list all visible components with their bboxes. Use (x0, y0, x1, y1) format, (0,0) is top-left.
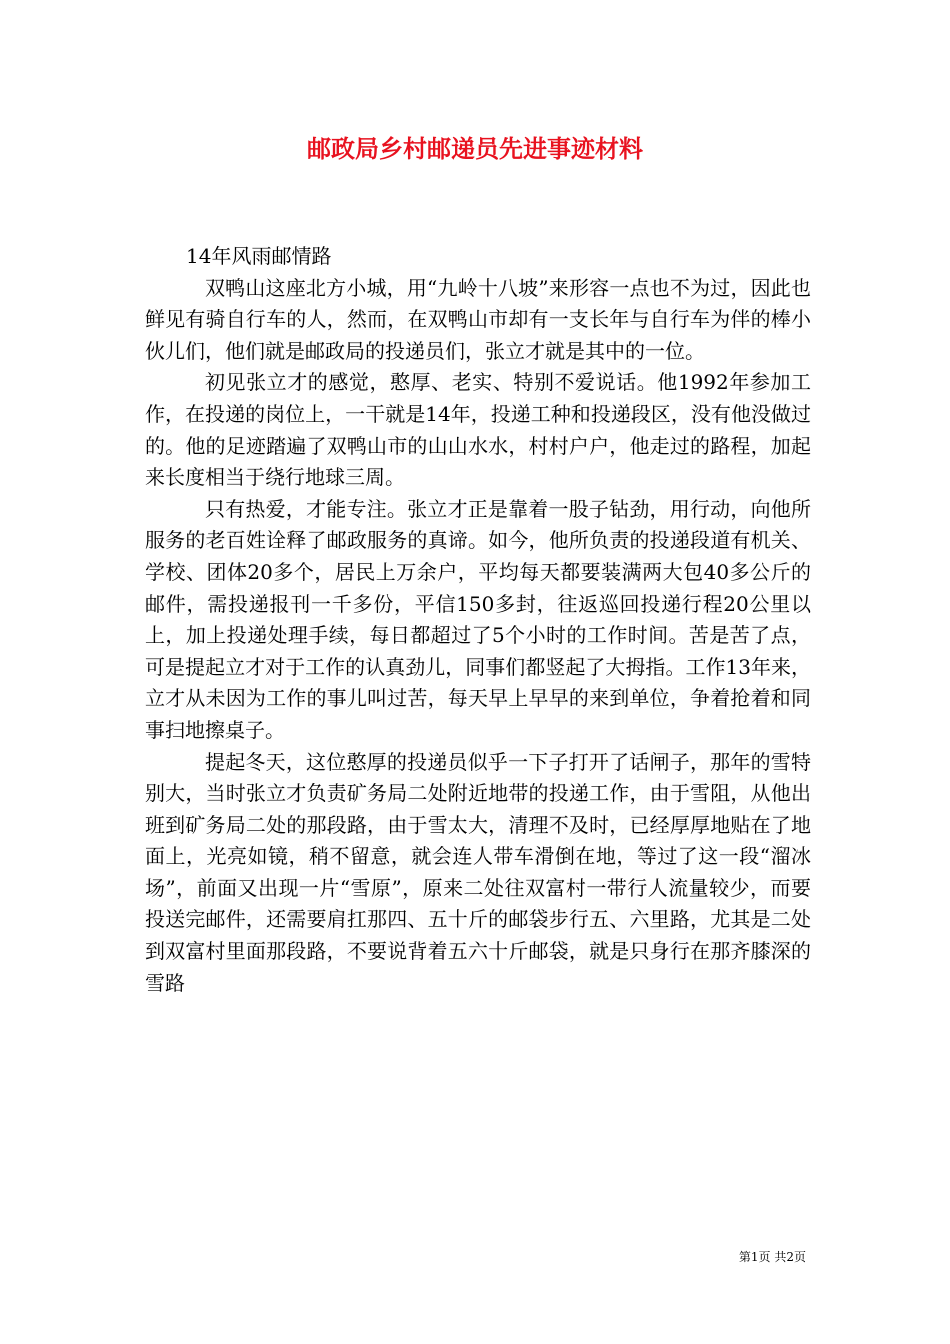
paragraph: 初见张立才的感觉，憨厚、老实、特别不爱说话。他1992年参加工作，在投递的岗位上，一干就是14年，投递工种和投递段区，没有他没做过的。他的足迹踏遍了双鸭山市的山山水水，村村户户，他走过的路程，加起来长度相当于绕行地球三周。 (145, 370, 811, 490)
page-title: 邮政局乡村邮递员先进事迹材料 (307, 134, 643, 163)
section-subtitle: 14年风雨邮情路 (186, 244, 332, 268)
paragraph: 双鸭山这座北方小城，用“九岭十八坡”来形容一点也不为过，因此也鲜见有骑自行车的人，然而，在双鸭山市却有一支长年与自行车为伴的棒小伙儿们，他们就是邮政局的投递员们，张立才就是其中的一位。 (145, 275, 811, 363)
document-body (145, 241, 811, 999)
paragraph: 提起冬天，这位憨厚的投递员似乎一下子打开了话闸子，那年的雪特别大，当时张立才负责矿务局二处附近地带的投递工作，由于雪阻，从他出班到矿务局二处的那段路，由于雪太大，清理不及时，已经厚厚地贴在了地面上，光亮如镜，稍不留意，就会连人带车滑倒在地，等过了这一段“溜冰场”，前面又出现一片“雪原”，原来二处往双富村一带行人流量较少，而要投送完邮件，还需要肩扛那四、五十斤的邮袋步行五、六里路，尤其是二处到双富村里面那段路，不要说背着五六十斤邮袋，就是只身行在那齐膝深的雪路 (145, 749, 811, 995)
paragraph: 只有热爱，才能专注。张立才正是靠着一股子钻劲，用行动，向他所服务的老百姓诠释了邮政服务的真谛。如今，他所负责的投递段道有机关、学校、团体20多个，居民上万余户，平均每天都要装满两大包40多公斤的邮件，需投递报刊一千多份，平信150多封，往返巡回投递行程20公里以上，加上投递处理手续，每日都超过了5个小时的工作时间。苦是苦了点，可是提起立才对于工作的认真劲儿，同事们都竖起了大拇指。工作13年来，立才从未因为工作的事儿叫过苦，每天早上早早的来到单位，争着抢着和同事扫地擦桌子。 (145, 496, 811, 742)
page-number: 第1页 共2页 (738, 1250, 806, 1264)
